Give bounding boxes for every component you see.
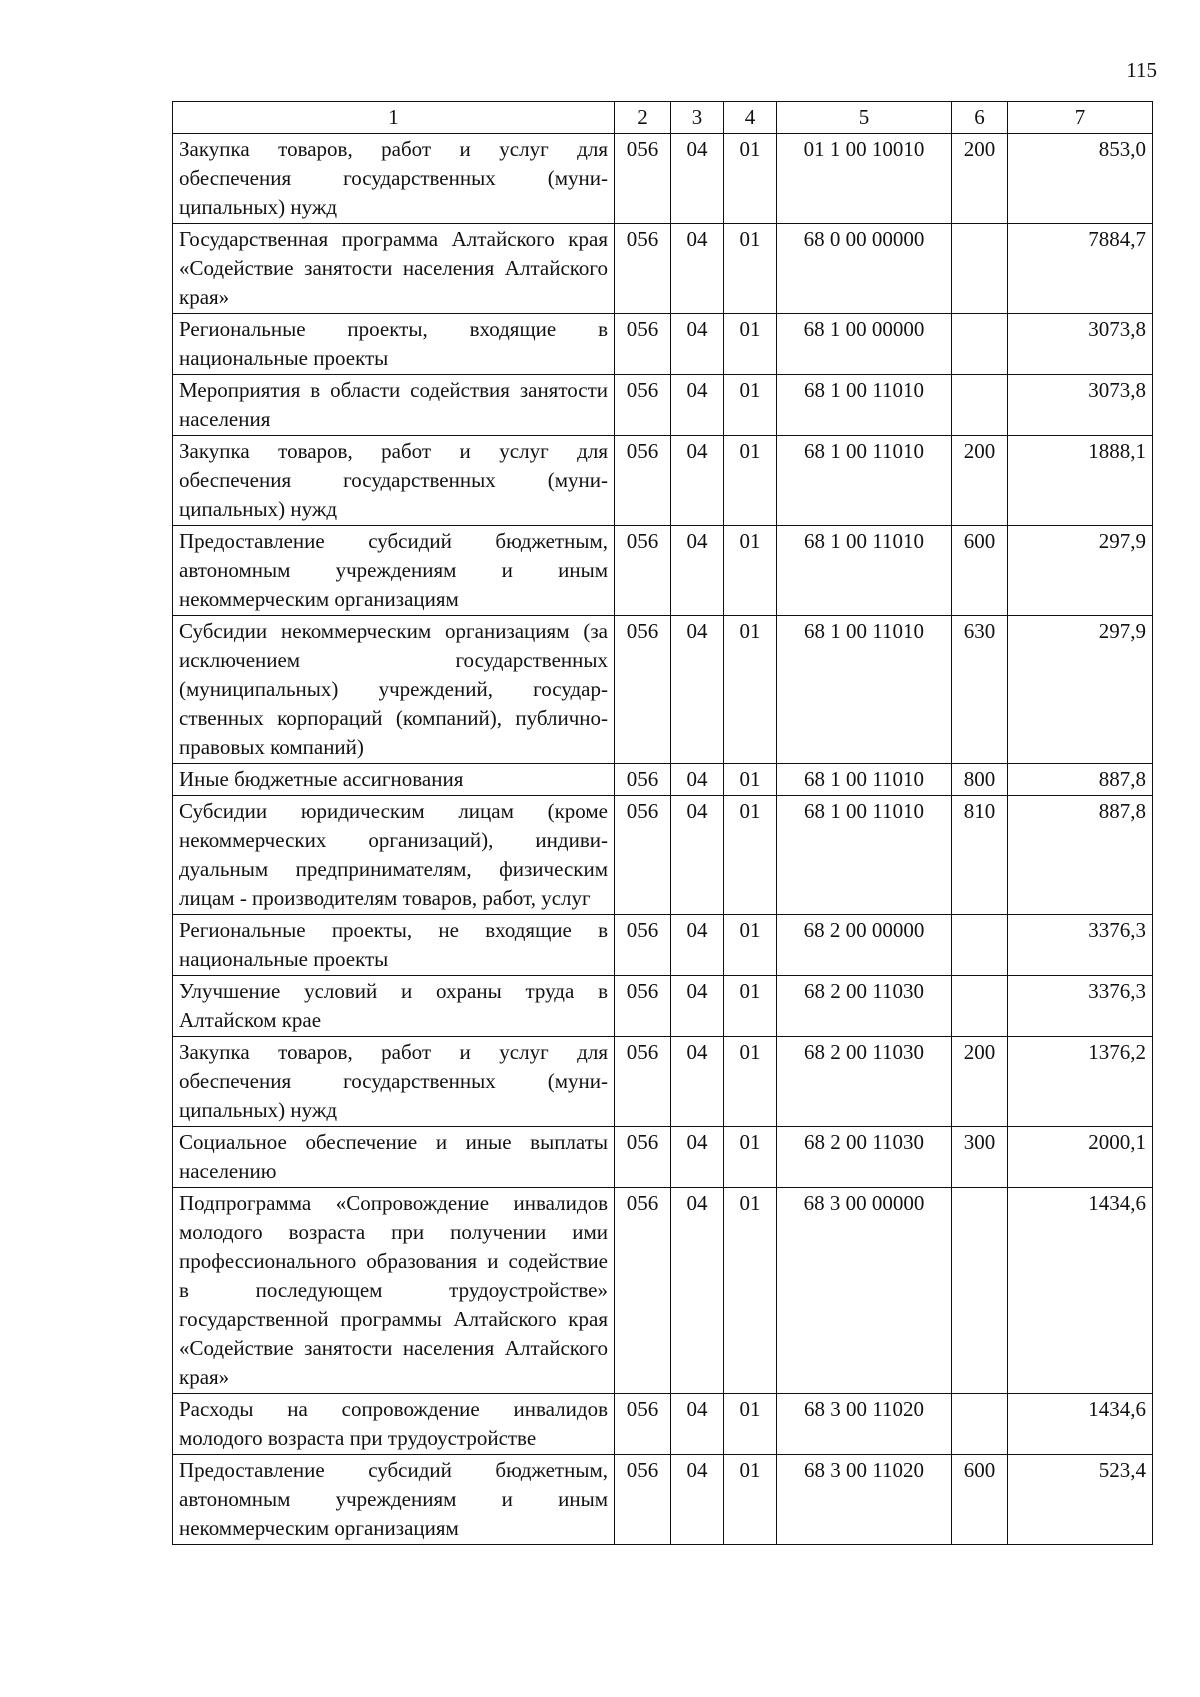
row-expense-type-code: 810 [952, 796, 1008, 915]
row-section-code: 04 [671, 616, 724, 764]
row-grbs-code: 056 [615, 1127, 671, 1188]
col-header-4: 4 [724, 102, 777, 134]
row-name: Социальное обеспечение и иные выплаты населению [173, 1127, 615, 1188]
row-amount: 853,0 [1008, 134, 1153, 224]
row-expense-type-code [952, 1188, 1008, 1394]
row-target-article-code: 68 2 00 11030 [777, 976, 952, 1037]
table-row [173, 134, 1153, 224]
row-amount: 297,9 [1008, 526, 1153, 616]
row-amount: 3376,3 [1008, 915, 1153, 976]
row-section-code: 04 [671, 976, 724, 1037]
row-amount: 7884,7 [1008, 224, 1153, 314]
col-header-5: 5 [777, 102, 952, 134]
row-target-article-code: 68 1 00 11010 [777, 616, 952, 764]
row-name: Региональные проекты, не входящие в национальные проекты [173, 915, 615, 976]
row-target-article-code: 01 1 00 10010 [777, 134, 952, 224]
row-target-article-code: 68 1 00 11010 [777, 436, 952, 526]
row-section-code: 04 [671, 1188, 724, 1394]
row-section-code: 04 [671, 375, 724, 436]
row-subsection-code: 01 [724, 1037, 777, 1127]
row-expense-type-code: 800 [952, 764, 1008, 796]
table-row [173, 616, 1153, 764]
row-expense-type-code [952, 915, 1008, 976]
col-header-3: 3 [671, 102, 724, 134]
row-expense-type-code: 200 [952, 1037, 1008, 1127]
row-name: Подпрограмма «Сопровождение инвалидов молодого возраста при получении ими профессионального образования и содействие в последующем трудоустройстве» государственной программы Алтайского края «Содействие занятости населения Алтайского края» [173, 1188, 615, 1394]
row-amount: 3376,3 [1008, 976, 1153, 1037]
table-body [173, 134, 1153, 1545]
row-grbs-code: 056 [615, 1037, 671, 1127]
table-row [173, 915, 1153, 976]
col-header-6: 6 [952, 102, 1008, 134]
table-row [173, 224, 1153, 314]
row-name: Закупка товаров, работ и услуг для обеспечения государственных (муниципальных) нужд [173, 436, 615, 526]
table-row [173, 1037, 1153, 1127]
row-name: Расходы на сопровождение инвалидов молодого возраста при трудоустройстве [173, 1394, 615, 1455]
row-amount: 887,8 [1008, 764, 1153, 796]
row-expense-type-code [952, 314, 1008, 375]
row-name: Субсидии юридическим лицам (кроме некоммерческих организаций), индивидуальным предпринимателям, физическим лицам - производителям товаров, работ, услуг [173, 796, 615, 915]
row-name: Предоставление субсидий бюджетным, автономным учреждениям и иным некоммерческим организациям [173, 1455, 615, 1545]
row-name: Закупка товаров, работ и услуг для обеспечения государственных (муниципальных) нужд [173, 1037, 615, 1127]
table-row [173, 1127, 1153, 1188]
col-header-2: 2 [615, 102, 671, 134]
row-section-code: 04 [671, 764, 724, 796]
table-row [173, 1188, 1153, 1394]
row-name: Субсидии некоммерческим организациям (за исключением государственных (муниципальных) учреждений, государственных корпораций (компаний), публично-правовых компаний) [173, 616, 615, 764]
row-grbs-code: 056 [615, 526, 671, 616]
row-grbs-code: 056 [615, 375, 671, 436]
table-row [173, 526, 1153, 616]
row-grbs-code: 056 [615, 915, 671, 976]
table-row [173, 764, 1153, 796]
row-amount: 887,8 [1008, 796, 1153, 915]
row-name: Государственная программа Алтайского края «Содействие занятости населения Алтайского края» [173, 224, 615, 314]
col-header-7: 7 [1008, 102, 1153, 134]
row-subsection-code: 01 [724, 1188, 777, 1394]
table-row [173, 375, 1153, 436]
row-target-article-code: 68 2 00 11030 [777, 1037, 952, 1127]
row-amount: 1434,6 [1008, 1394, 1153, 1455]
row-expense-type-code: 200 [952, 436, 1008, 526]
page-number: 115 [1126, 58, 1157, 82]
row-amount: 3073,8 [1008, 375, 1153, 436]
row-grbs-code: 056 [615, 764, 671, 796]
row-name: Закупка товаров, работ и услуг для обеспечения государственных (муниципальных) нужд [173, 134, 615, 224]
row-section-code: 04 [671, 1394, 724, 1455]
row-subsection-code: 01 [724, 1455, 777, 1545]
table-row [173, 796, 1153, 915]
row-section-code: 04 [671, 915, 724, 976]
table-row [173, 436, 1153, 526]
row-subsection-code: 01 [724, 1394, 777, 1455]
row-target-article-code: 68 1 00 00000 [777, 314, 952, 375]
table-row [173, 314, 1153, 375]
row-name: Региональные проекты, входящие в национальные проекты [173, 314, 615, 375]
row-amount: 3073,8 [1008, 314, 1153, 375]
row-subsection-code: 01 [724, 616, 777, 764]
row-grbs-code: 056 [615, 314, 671, 375]
row-expense-type-code [952, 224, 1008, 314]
row-section-code: 04 [671, 134, 724, 224]
row-target-article-code: 68 1 00 11010 [777, 796, 952, 915]
row-expense-type-code: 600 [952, 1455, 1008, 1545]
table-row [173, 976, 1153, 1037]
row-section-code: 04 [671, 436, 724, 526]
row-section-code: 04 [671, 1127, 724, 1188]
row-subsection-code: 01 [724, 796, 777, 915]
row-grbs-code: 056 [615, 1188, 671, 1394]
row-amount: 523,4 [1008, 1455, 1153, 1545]
row-expense-type-code: 600 [952, 526, 1008, 616]
row-target-article-code: 68 3 00 11020 [777, 1455, 952, 1545]
row-expense-type-code: 200 [952, 134, 1008, 224]
row-section-code: 04 [671, 526, 724, 616]
row-subsection-code: 01 [724, 314, 777, 375]
row-target-article-code: 68 1 00 11010 [777, 526, 952, 616]
row-target-article-code: 68 3 00 00000 [777, 1188, 952, 1394]
row-subsection-code: 01 [724, 1127, 777, 1188]
col-header-1: 1 [173, 102, 615, 134]
row-section-code: 04 [671, 314, 724, 375]
row-grbs-code: 056 [615, 616, 671, 764]
row-amount: 2000,1 [1008, 1127, 1153, 1188]
row-name: Мероприятия в области содействия занятости населения [173, 375, 615, 436]
row-target-article-code: 68 1 00 11010 [777, 375, 952, 436]
row-subsection-code: 01 [724, 436, 777, 526]
row-target-article-code: 68 3 00 11020 [777, 1394, 952, 1455]
row-subsection-code: 01 [724, 764, 777, 796]
row-grbs-code: 056 [615, 1455, 671, 1545]
row-name: Предоставление субсидий бюджетным, автономным учреждениям и иным некоммерческим организациям [173, 526, 615, 616]
row-amount: 1888,1 [1008, 436, 1153, 526]
row-subsection-code: 01 [724, 224, 777, 314]
row-section-code: 04 [671, 1455, 724, 1545]
row-section-code: 04 [671, 224, 724, 314]
row-section-code: 04 [671, 1037, 724, 1127]
row-subsection-code: 01 [724, 976, 777, 1037]
budget-table [172, 101, 1153, 1545]
row-grbs-code: 056 [615, 134, 671, 224]
row-name: Улучшение условий и охраны труда в Алтайском крае [173, 976, 615, 1037]
row-grbs-code: 056 [615, 224, 671, 314]
table-row [173, 1455, 1153, 1545]
row-target-article-code: 68 2 00 11030 [777, 1127, 952, 1188]
row-target-article-code: 68 2 00 00000 [777, 915, 952, 976]
row-expense-type-code: 300 [952, 1127, 1008, 1188]
row-grbs-code: 056 [615, 436, 671, 526]
row-grbs-code: 056 [615, 976, 671, 1037]
table-row [173, 1394, 1153, 1455]
row-expense-type-code [952, 976, 1008, 1037]
row-subsection-code: 01 [724, 134, 777, 224]
row-target-article-code: 68 0 00 00000 [777, 224, 952, 314]
row-expense-type-code: 630 [952, 616, 1008, 764]
row-grbs-code: 056 [615, 796, 671, 915]
table-header-row [173, 102, 1153, 134]
row-subsection-code: 01 [724, 526, 777, 616]
row-amount: 1434,6 [1008, 1188, 1153, 1394]
row-grbs-code: 056 [615, 1394, 671, 1455]
row-subsection-code: 01 [724, 915, 777, 976]
row-expense-type-code [952, 1394, 1008, 1455]
row-name: Иные бюджетные ассигнования [173, 764, 615, 796]
row-amount: 1376,2 [1008, 1037, 1153, 1127]
row-amount: 297,9 [1008, 616, 1153, 764]
row-expense-type-code [952, 375, 1008, 436]
row-section-code: 04 [671, 796, 724, 915]
row-subsection-code: 01 [724, 375, 777, 436]
row-target-article-code: 68 1 00 11010 [777, 764, 952, 796]
